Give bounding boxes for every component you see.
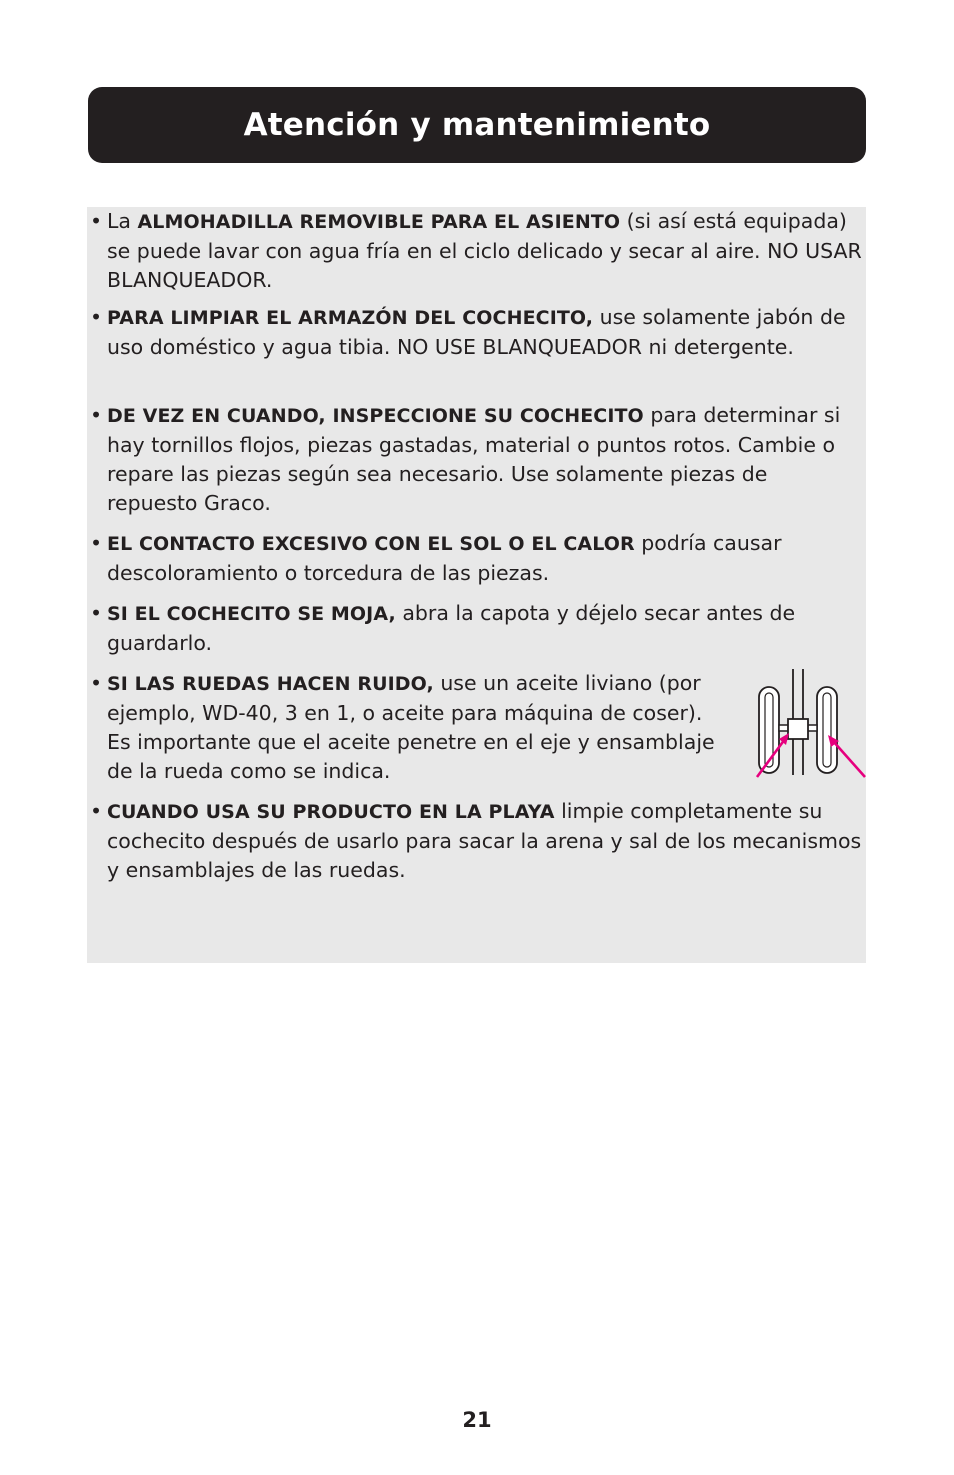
- item-heading: SI LAS RUEDAS HACEN RUIDO,: [107, 673, 434, 695]
- list-item: • EL CONTACTO EXCESIVO CON EL SOL O EL CALOR podría causar descoloramiento o torcedura de las piezas.: [90, 531, 782, 585]
- item-heading: DE VEZ EN CUANDO, INSPECCIONE SU COCHECITO: [107, 405, 644, 427]
- bullet-icon: •: [90, 403, 103, 427]
- item-heading: SI EL COCHECITO SE MOJA,: [107, 603, 396, 625]
- list-item: • DE VEZ EN CUANDO, INSPECCIONE SU COCHECITO para determinar si hay tornillos flojos, piezas gastadas, material o puntos rotos. Cambie o repare las piezas según sea necesario. Use solamente piezas de repuesto Graco.: [90, 403, 841, 515]
- list-item: • SI LAS RUEDAS HACEN RUIDO, use un aceite liviano (por ejemplo, WD-40, 3 en 1, o aceite para máquina de coser). Es importante que el aceite penetre en el eje y ensamblaje de la rueda como se indica.: [90, 671, 715, 783]
- list-item: • La ALMOHADILLA REMOVIBLE PARA EL ASIENTO (si así está equipada) se puede lavar con agua fría en el ciclo delicado y secar al aire. NO USAR BLANQUEADOR.: [90, 209, 862, 292]
- list-item: • PARA LIMPIAR EL ARMAZÓN DEL COCHECITO, use solamente jabón de uso doméstico y agua tibia. NO USE BLANQUEADOR ni detergente.: [90, 305, 846, 359]
- bullet-icon: •: [90, 209, 103, 233]
- section-header: [88, 87, 866, 163]
- care-instructions-panel: [87, 207, 866, 963]
- item-heading: CUANDO USA SU PRODUCTO EN LA PLAYA: [107, 801, 555, 823]
- item-heading: ALMOHADILLA REMOVIBLE PARA EL ASIENTO: [137, 211, 621, 233]
- item-heading: PARA LIMPIAR EL ARMAZÓN DEL COCHECITO,: [107, 307, 594, 329]
- page-number: 21: [462, 1408, 492, 1432]
- bullet-icon: •: [90, 305, 103, 329]
- page-title: Atención y mantenimiento: [243, 107, 711, 143]
- bullet-icon: •: [90, 799, 103, 823]
- list-item: • SI EL COCHECITO SE MOJA, abra la capota y déjelo secar antes de guardarlo.: [90, 601, 796, 655]
- item-heading: EL CONTACTO EXCESIVO CON EL SOL O EL CALOR: [107, 533, 635, 555]
- bullet-icon: •: [90, 601, 103, 625]
- bullet-icon: •: [90, 671, 103, 695]
- list-item: • CUANDO USA SU PRODUCTO EN LA PLAYA limpie completamente su cochecito después de usarlo para sacar la arena y sal de los mecanismos y ensamblajes de las ruedas.: [90, 799, 862, 882]
- wheel-axle-oil-diagram: [751, 669, 867, 781]
- bullet-icon: •: [90, 531, 103, 555]
